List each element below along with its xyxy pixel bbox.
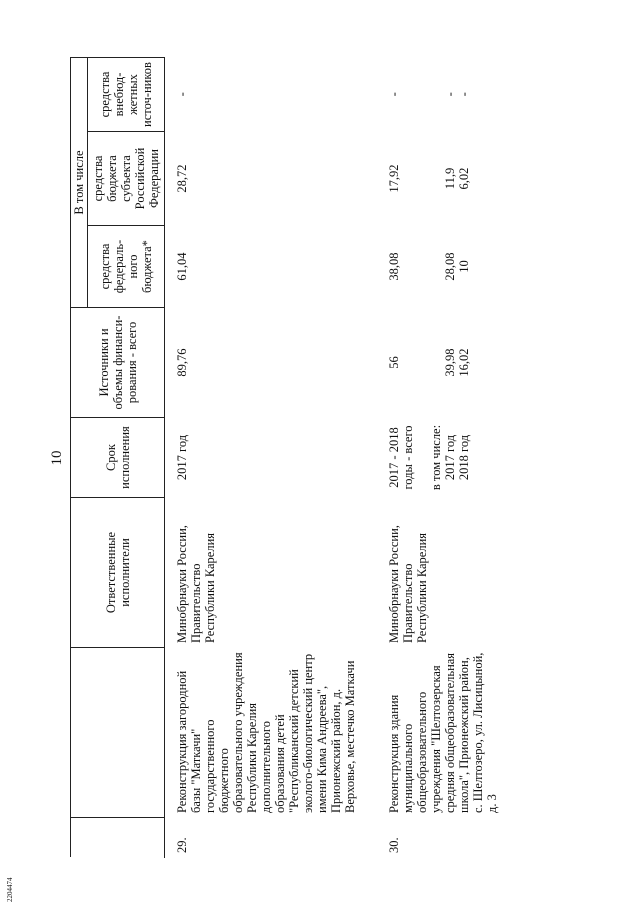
value-line: - — [457, 92, 471, 97]
value-line — [429, 61, 443, 127]
row-number: 30. — [387, 837, 401, 853]
executors: Минобрнауки России, Правительство Республики Карелия — [387, 525, 429, 643]
term-line: в том числе: — [429, 424, 443, 491]
header-regional: средства бюджета субъекта Российской Федерации — [88, 132, 165, 226]
header-object — [71, 648, 165, 818]
value-line — [429, 136, 443, 221]
header-total: Источники и объемы финанси-рования - всего — [71, 308, 165, 418]
value-line: - — [443, 92, 457, 97]
value-line: 61,04 — [175, 252, 189, 281]
federal-cell — [165, 226, 358, 308]
table-row — [165, 57, 358, 857]
value-line: 28,72 — [175, 164, 189, 193]
document-code-text: 2204474 — [6, 877, 14, 902]
value-line: - — [175, 92, 189, 97]
row-number: 29. — [175, 837, 189, 853]
term-line: 2018 год — [457, 434, 471, 481]
table-row — [387, 57, 499, 857]
rotated-sheet — [48, 58, 628, 858]
term-line: 2017 год — [443, 434, 457, 481]
value-line: 10 — [457, 260, 471, 273]
term-cell — [165, 418, 358, 498]
value-line: 28,08 — [443, 252, 457, 281]
header-executors: Ответственные исполнители — [71, 498, 165, 648]
federal-cell — [387, 226, 499, 308]
term-line: 2017 - 2018 годы - всего — [387, 425, 415, 490]
regional-cell — [165, 132, 358, 226]
extra-cell — [165, 57, 358, 131]
header-group-incl: В том числе — [71, 57, 88, 307]
object-name: Реконструкция здания муниципального общеобразовательного учреждения "Шелтозерская средняя общеобразовательная школа", Прионежский район, с. Шелтозеро, ул. Лисицыной, д. 3 — [387, 652, 499, 813]
program-table — [70, 57, 499, 858]
object-name: Реконструкция загородной базы "Маткачи" государственного бюджетного образовательного учреждения Республики Карелия дополнительного образования детей "Республиканский детский эколого-биологический центр имени Кима Андреева", Прионежский район, д. Верховье, местечко Маткачи — [175, 652, 357, 813]
value-line: 56 — [387, 356, 401, 369]
header-extra: средства внебюд-жетных источ-ников — [88, 57, 165, 131]
value-line: 17,92 — [387, 164, 401, 193]
value-line: 39,98 — [443, 348, 457, 377]
total-cell — [165, 308, 358, 418]
header-num — [71, 818, 165, 858]
extra-cell — [387, 57, 499, 131]
value-line: 89,76 — [175, 348, 189, 377]
header-federal: средства федераль-ного бюджета* — [88, 226, 165, 308]
term-line: 2017 год — [175, 434, 189, 481]
value-line: 11,9 — [443, 167, 457, 190]
value-line: 6,02 — [457, 167, 471, 190]
spacer-cell — [357, 57, 387, 857]
page-number: 10 — [49, 450, 65, 466]
header-term: Срок исполнения — [71, 418, 165, 498]
value-line: 16,02 — [457, 348, 471, 377]
regional-cell — [387, 132, 499, 226]
value-line — [429, 230, 443, 303]
executors: Минобрнауки России, Правительство Республики Карелия — [175, 525, 217, 643]
document-code — [6, 872, 16, 902]
value-line — [429, 312, 443, 413]
value-line: 38,08 — [387, 252, 401, 281]
value-line: - — [387, 92, 401, 97]
row-spacer — [357, 57, 387, 857]
term-cell — [387, 418, 499, 498]
total-cell — [387, 308, 499, 418]
